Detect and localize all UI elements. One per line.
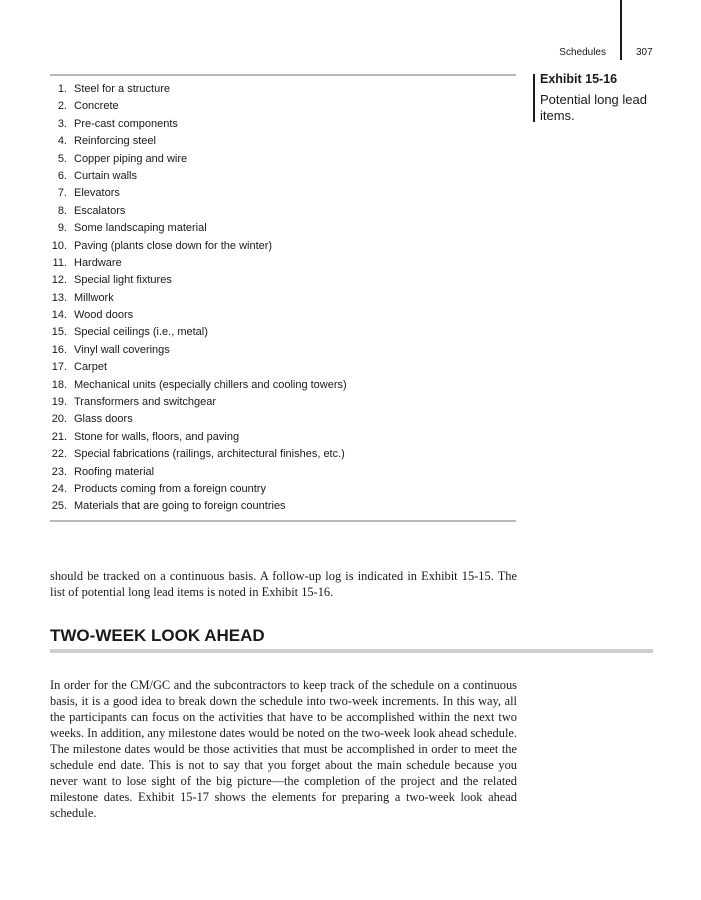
list-item — [50, 342, 516, 359]
list-item-number: 24. — [51, 482, 67, 495]
exhibit-caption-rule — [533, 74, 535, 122]
list-item — [50, 255, 516, 272]
list-item — [50, 272, 516, 289]
list-item-number: 17. — [51, 361, 67, 374]
list-item — [50, 307, 516, 324]
section-heading-rule — [50, 649, 653, 653]
list-item-text: Special light fixtures — [74, 274, 172, 287]
list-item-number: 2. — [57, 100, 67, 113]
list-item-text: Special fabrications (railings, architectural finishes, etc.) — [74, 448, 345, 461]
list-item-number: 13. — [51, 291, 67, 304]
list-item-text: Steel for a structure — [74, 83, 170, 95]
exhibit-label: Exhibit 15-16 — [540, 72, 618, 86]
list-item — [50, 446, 516, 463]
list-item — [50, 133, 516, 150]
list-item — [50, 498, 516, 515]
list-item-text: Concrete — [74, 100, 119, 113]
list-item-number: 9. — [57, 222, 67, 235]
list-item-text: Materials that are going to foreign countries — [74, 500, 286, 513]
list-item-number: 15. — [51, 326, 67, 339]
list-item-number: 20. — [51, 413, 67, 426]
list-item-text: Elevators — [74, 187, 120, 200]
list-item-text: Products coming from a foreign country — [74, 482, 266, 495]
list-item — [50, 81, 516, 98]
list-item-text: Roofing material — [74, 465, 155, 478]
list-item — [50, 151, 516, 168]
list-item — [50, 98, 516, 115]
list-item-text: Reinforcing steel — [74, 135, 156, 148]
list-item — [50, 238, 516, 255]
list-item — [50, 168, 516, 185]
list-item-number: 8. — [57, 204, 67, 217]
list-item — [50, 481, 516, 498]
list-item-number: 22. — [51, 448, 67, 461]
list-item-text: Pre-cast components — [74, 117, 178, 130]
list-item — [50, 324, 516, 341]
list-item-text: Transformers and switchgear — [74, 396, 217, 409]
list-item-number: 5. — [57, 152, 67, 165]
list-item-number: 16. — [51, 343, 67, 356]
list-item-number: 21. — [51, 430, 67, 443]
list-item — [50, 394, 516, 411]
list-item-number: 18. — [51, 378, 67, 391]
list-item-number: 4. — [57, 135, 67, 148]
list-item-number: 6. — [57, 169, 67, 182]
list-item-text: Hardware — [74, 256, 122, 269]
list-item-text: Special ceilings (i.e., metal) — [74, 326, 208, 339]
list-item — [50, 290, 516, 307]
list-item-number: 1. — [57, 83, 67, 95]
long-lead-items-list — [50, 81, 516, 516]
list-item — [50, 359, 516, 376]
list-item — [50, 464, 516, 481]
running-head-section: Schedules — [559, 47, 606, 58]
body-paragraph-2: In order for the CM/GC and the subcontractors to keep track of the schedule on a continuous basis, it is a good idea to break down the schedule into two-week increments. In this way, all the participants can focus on the activities that have to be accomplished within the next two weeks. In addition, any milestone dates would be noted on the two-week look ahead schedule. The milestone dates would be those activities that must be accomplished in order to meet the schedule end date. This is not to say that you forget about the main schedule because you never want to lose sight of the big picture—the completion of the project and the related milestone dates. Exhibit 15-17 shows the elements for preparing a two-week look ahead schedule. — [50, 678, 517, 820]
section-heading: TWO-WEEK LOOK AHEAD — [50, 626, 265, 645]
list-item-number: 25. — [51, 500, 67, 513]
list-item-text: Carpet — [74, 361, 108, 374]
exhibit-bottom-rule — [50, 520, 516, 522]
running-head — [540, 46, 660, 60]
list-item-text: Escalators — [74, 204, 126, 217]
exhibit-top-rule — [50, 74, 516, 76]
list-item-number: 3. — [57, 117, 67, 130]
list-item-text: Stone for walls, floors, and paving — [74, 430, 240, 443]
list-item-text: Mechanical units (especially chillers and cooling towers) — [74, 378, 347, 391]
list-item-number: 14. — [51, 309, 67, 322]
list-item-text: Millwork — [74, 291, 114, 304]
list-item-number: 19. — [51, 396, 67, 409]
list-item-number: 7. — [57, 187, 67, 200]
list-item-text: Some landscaping material — [74, 222, 207, 235]
page-number: 307 — [636, 47, 653, 58]
list-item-text: Vinyl wall coverings — [74, 343, 170, 356]
list-item-text: Glass doors — [74, 413, 133, 426]
list-item-number: 10. — [51, 239, 67, 252]
exhibit-caption: Potential long lead items. — [540, 92, 647, 123]
list-item — [50, 203, 516, 220]
list-item-number: 23. — [51, 465, 67, 478]
list-item-text: Wood doors — [74, 309, 134, 322]
list-item — [50, 116, 516, 133]
body-paragraph-1: should be tracked on a continuous basis. A follow-up log is indicated in Exhibit 15-15. The list of potential long lead items is noted in Exhibit 15-16. — [50, 569, 517, 599]
list-item-number: 12. — [51, 274, 67, 287]
list-item-text: Paving (plants close down for the winter) — [74, 239, 273, 252]
list-item — [50, 185, 516, 202]
list-item — [50, 429, 516, 446]
list-item-number: 11. — [52, 256, 67, 269]
list-item — [50, 377, 516, 394]
list-item-text: Copper piping and wire — [74, 152, 188, 165]
list-item — [50, 220, 516, 237]
list-item — [50, 411, 516, 428]
list-item-text: Curtain walls — [74, 169, 137, 182]
